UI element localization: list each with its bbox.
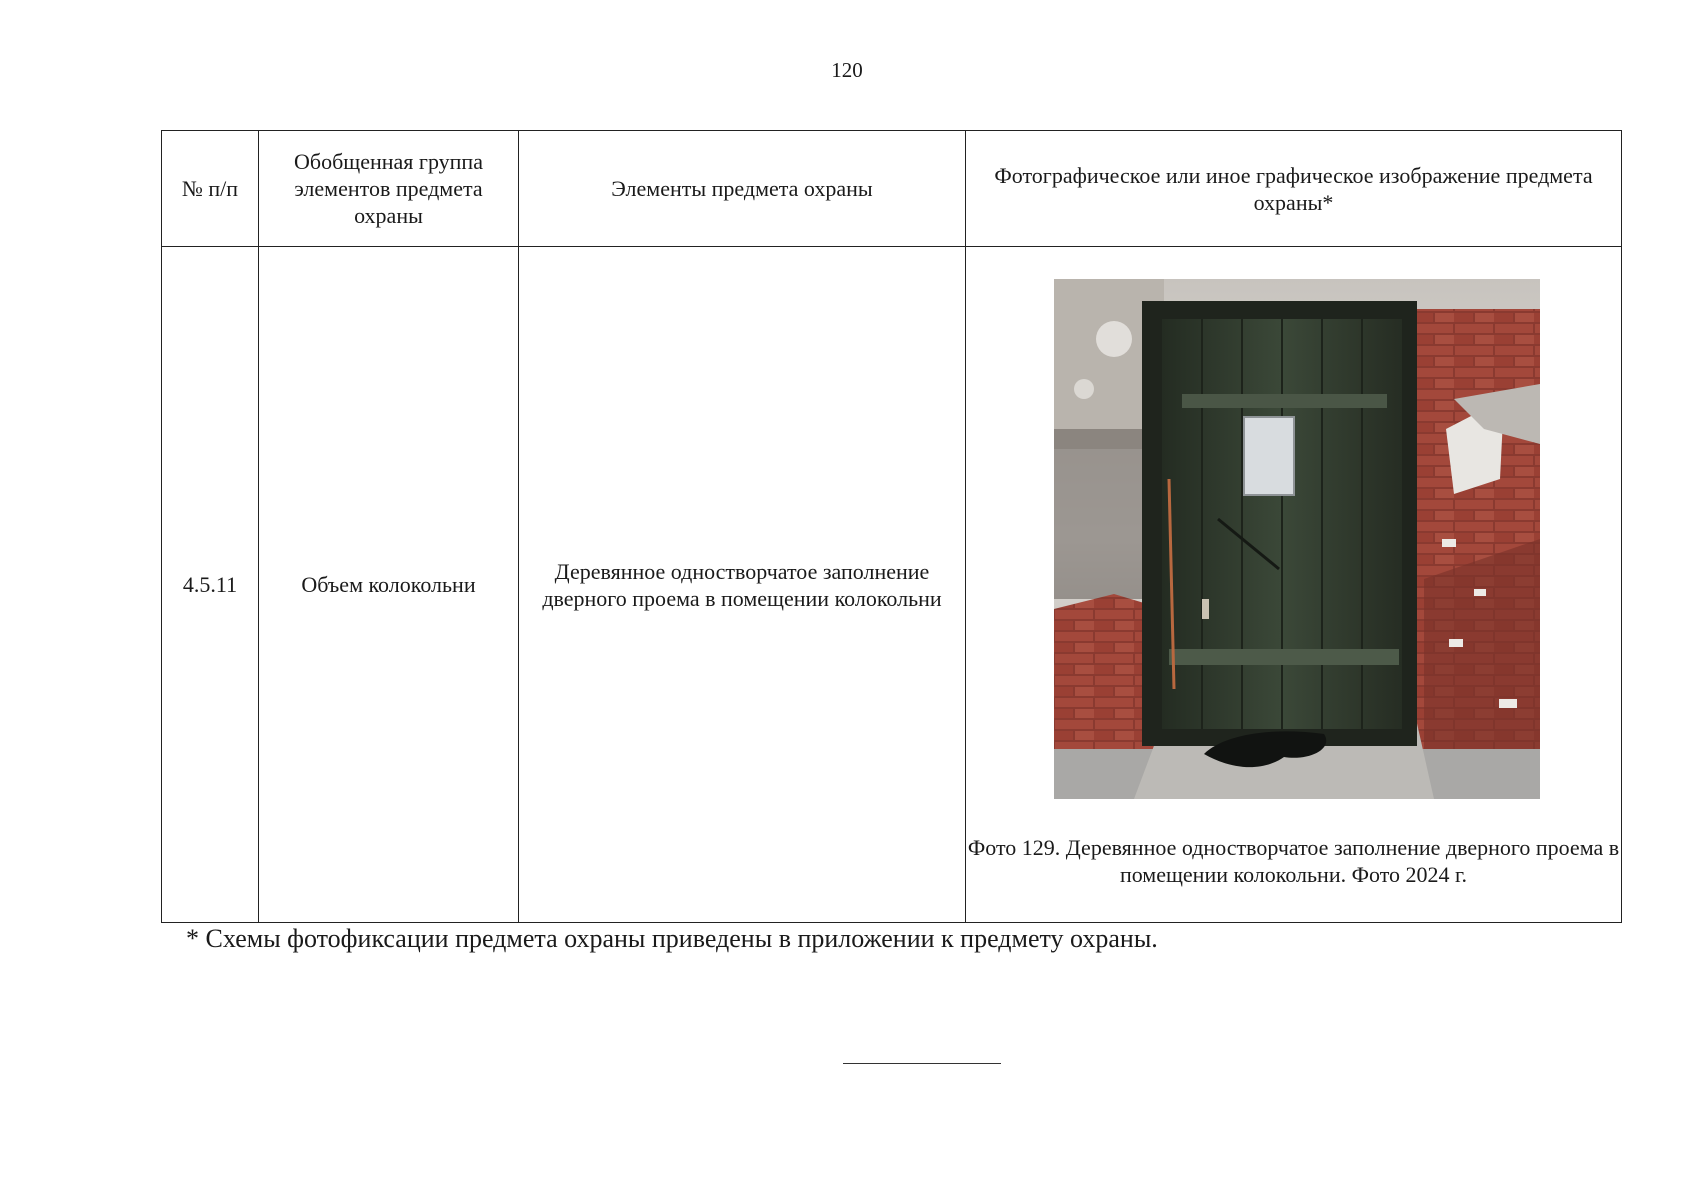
end-rule <box>843 1063 1001 1064</box>
header-photo: Фотографическое или иное графическое изображение предмета охраны* <box>966 131 1622 247</box>
footnote: * Схемы фотофиксации предмета охраны приведены в приложении к предмету охраны. <box>186 924 1158 953</box>
door-photo <box>1054 279 1540 799</box>
row-num: 4.5.11 <box>162 247 259 923</box>
table-header-row <box>162 131 1622 247</box>
row-element: Деревянное одностворчатое заполнение дверного проема в помещении колокольни <box>519 247 966 923</box>
row-group: Объем колокольни <box>259 247 519 923</box>
table-row <box>162 247 1622 923</box>
protection-table <box>161 130 1622 923</box>
header-elements: Элементы предмета охраны <box>519 131 966 247</box>
row-photo-cell <box>966 247 1622 923</box>
header-num: № п/п <box>162 131 259 247</box>
header-group: Обобщенная группа элементов предмета охраны <box>259 131 519 247</box>
page-number: 120 <box>831 58 863 82</box>
photo-caption: Фото 129. Деревянное одностворчатое заполнение дверного проема в помещении колокольни. Фото 2024 г. <box>967 835 1620 887</box>
